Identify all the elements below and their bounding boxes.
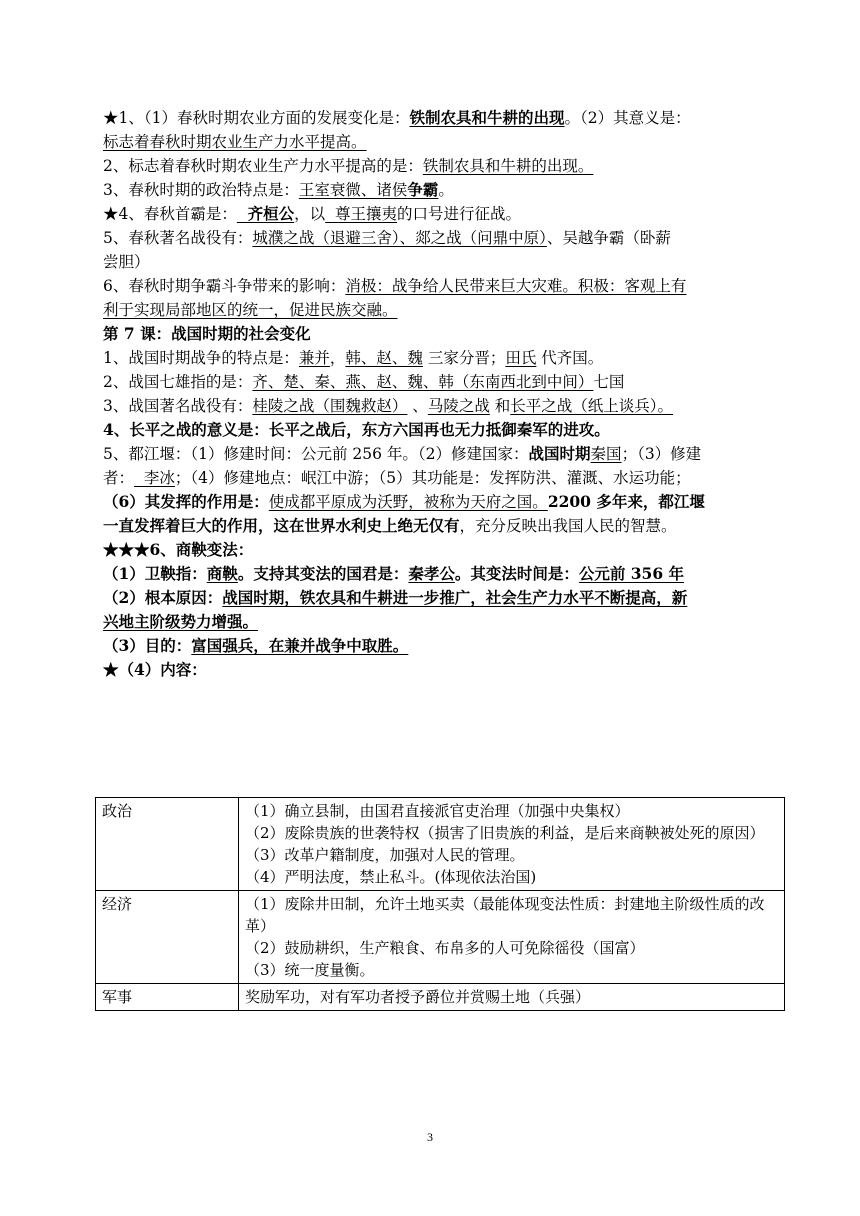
table-item: （1）废除井田制，允许土地买卖（最能体现变法性质：封建地主阶级性质的改革） — [245, 895, 765, 935]
l7-q6-heading: ★★★6、商鞅变法： — [103, 540, 254, 559]
q6-line: 6、春秋时期争霸斗争带来的影响：消极：战争给人民带来巨大灾难。积极：客观上有 — [103, 277, 687, 295]
table-category: 经济 — [96, 891, 239, 984]
l7-q6-sub3: （3）目的：富国强兵，在兼并战争中取胜。 — [103, 636, 409, 655]
q3-line: 3、春秋时期的政治特点是：王室衰微、诸侯争霸。 — [103, 180, 454, 199]
l7-q6-sub2: （2）根本原因：战国时期，铁农具和牛耕进一步推广，社会生产力水平不断提高，新 — [103, 588, 688, 607]
table-item: （2）鼓励耕织，生产粮食、布帛多的人可免除徭役（国富） — [245, 939, 645, 957]
lesson-7-heading: 第 7 课：战国时期的社会变化 — [103, 324, 311, 343]
q6-line-2: 利于实现局部地区的统一，促进民族交融。 — [103, 301, 398, 319]
q2-line: 2、标志着春秋时期农业生产力水平提高的是：铁制农具和牛耕的出现。 — [103, 157, 594, 175]
q1-line-2: 标志着春秋时期农业生产力水平提高。 — [103, 133, 367, 151]
table-row — [96, 891, 785, 984]
table-item: （1）确立县制，由国君直接派官吏治理（加强中央集权） — [245, 802, 630, 820]
l7-q5-line-4: 一直发挥着巨大的作用，这在世界水利史上绝无仅有，充分反映出我国人民的智慧。 — [103, 516, 677, 535]
l7-q6-sub4: ★（4）内容： — [103, 660, 207, 679]
table-item: （2）废除贵族的世袭特权（损害了旧贵族的利益，是后来商鞅被处死的原因） — [245, 824, 765, 842]
table-items — [239, 891, 785, 984]
table-items — [239, 984, 785, 1011]
table-category: 政治 — [96, 798, 239, 891]
l7-q4-line: 4、长平之战的意义是：长平之战后，东方六国再也无力抵御秦军的进攻。 — [103, 420, 610, 439]
table-item: 奖励军功，对有军功者授予爵位并赏赐土地（兵强） — [245, 988, 591, 1006]
l7-q1-line: 1、战国时期战争的特点是：兼并，韩、赵、魏 三家分晋；田氏 代齐国。 — [103, 349, 604, 367]
table-row — [96, 984, 785, 1011]
table-item: （3）统一度量衡。 — [245, 961, 375, 979]
document-body — [103, 106, 763, 682]
l7-q2-line: 2、战国七雄指的是：齐、楚、秦、燕、赵、魏、韩（东南西北到中间）七国 — [103, 373, 625, 391]
table-item: （4）严明法度，禁止私斗。(体现依法治国) — [245, 868, 537, 886]
table-items — [239, 798, 785, 891]
q1-line: ★1、（1）春秋时期农业方面的发展变化是：铁制农具和牛耕的出现。（2）其意义是： — [103, 108, 691, 127]
page-number: 3 — [427, 1130, 433, 1144]
l7-q5-line-3: （6）其发挥的作用是：使成都平原成为沃野，被称为天府之国。2200 多年来，都江堰 — [103, 492, 705, 511]
l7-q6-sub2-line-2: 兴地主阶级势力增强。 — [103, 612, 259, 631]
table-row — [96, 798, 785, 891]
q4-line: ★4、春秋首霸是： 齐桓公，以 尊王攘夷的口号进行征战。 — [103, 204, 522, 223]
l7-q5-line: 5、都江堰：（1）修建时间：公元前 256 年。（2）修建国家：战国时期秦国；（3）修建 — [103, 444, 702, 463]
table-category: 军事 — [96, 984, 239, 1011]
l7-q3-line: 3、战国著名战役有：桂陵之战（围魏救赵） 、马陵之战 和长平之战（纸上谈兵）。 — [103, 397, 674, 415]
l7-q6-sub1: （1）卫鞅指：商鞅。支持其变法的国君是：秦孝公。其变法时间是：公元前 356 年 — [103, 564, 685, 583]
q5-line-2: 尝胆） — [103, 253, 150, 271]
l7-q5-line-2: 者： 李冰；（4）修建地点：岷江中游；（5）其功能是：发挥防洪、灌溉、水运功能； — [103, 469, 691, 487]
q5-line: 5、春秋著名战役有：城濮之战（退避三舍）、郯之战（问鼎中原）、吴越争霸（卧薪 — [103, 229, 671, 247]
table-item: （3）改革户籍制度，加强对人民的管理。 — [245, 846, 525, 864]
reform-content-table — [95, 797, 785, 1011]
